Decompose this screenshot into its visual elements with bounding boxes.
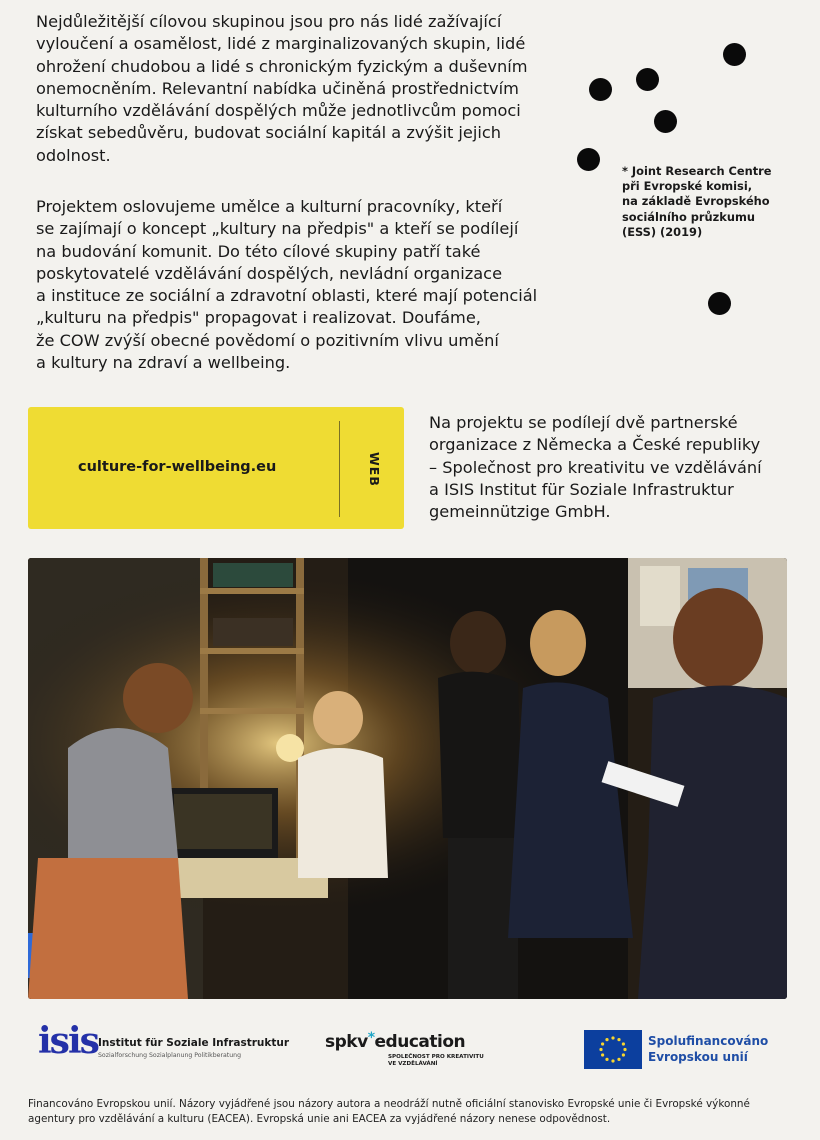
- decorative-dot: [636, 68, 659, 91]
- spkv-education-logo: [325, 1030, 505, 1074]
- eu-stars-icon: [584, 1030, 642, 1069]
- footnote-source: * Joint Research Centre při Evropské komisi, na základě Evropského sociálního průzkumu (ESS) (2019): [622, 164, 772, 239]
- isis-logo: [38, 1020, 290, 1072]
- decorative-dot: [577, 148, 600, 171]
- intro-paragraph-artists: Projektem oslovujeme umělce a kulturní pracovníky, kteří se zajímají o koncept „kultury na předpis" a kteří se podílejí na budování komunit. Do této cílové skupiny patří také poskytovatelé vzdělávání dospělých, nevládní organizace a instituce ze sociální a zdravotní oblasti, které mají potenciál „kulturu na předpis" propagovat i realizovat. Doufáme, že COW zvýší obecné povědomí o pozitivním vlivu umění a kultury na zdraví a wellbeing.: [36, 197, 538, 373]
- eu-cofunded-logo: [584, 1030, 784, 1070]
- workshop-photo: [28, 558, 787, 999]
- web-link-box[interactable]: [28, 407, 404, 529]
- intro-paragraph-target-groups: Nejdůležitější cílovou skupinou jsou pro nás lidé zažívající vyloučení a osamělost, lidé z marginalizovaných skupin, lidé ohrožení chudobou a lidé s chronickým fyzickým a duševním onemocněním. Relevantní nabídka učiněná prostřednictvím kulturního vzdělávání dospělých může jednotlivcům pomoci získat sebedůvěru, budovat sociální kapitál a zvýšit jejich odolnost.: [36, 12, 528, 165]
- spkv-name-a: spkv: [325, 1032, 368, 1052]
- isis-name: Institut für Soziale Infrastruktur: [98, 1037, 290, 1049]
- isis-mark: isis: [38, 1020, 98, 1062]
- eu-flag-icon: [584, 1030, 642, 1069]
- isis-subtitle: Sozialforschung Sozialplanung Politikberatung: [98, 1052, 242, 1059]
- decorative-dot: [708, 292, 731, 315]
- workshop-photo-illustration: [28, 558, 787, 999]
- eu-cofunded-text: Spolufinancováno Evropskou unií: [648, 1034, 769, 1064]
- web-label: WEB: [367, 451, 382, 487]
- spkv-wordmark: [325, 1030, 505, 1052]
- web-divider: [339, 421, 340, 517]
- web-url-link[interactable]: culture-for-wellbeing.eu: [78, 459, 277, 475]
- decorative-dot: [654, 110, 677, 133]
- decorative-dot: [723, 43, 746, 66]
- spkv-name-b: education: [374, 1032, 466, 1052]
- funding-disclaimer: Financováno Evropskou unií. Názory vyjádřené jsou názory autora a neodráží nutně oficiální stanovisko Evropské unie či Evropské výkonné agentury pro vzdělávání a kulturu (EACEA). Evropská unie ani EACEA za vyjádřené názory nenese odpovědnost.: [28, 1098, 750, 1125]
- partners-paragraph: Na projektu se podílejí dvě partnerské organizace z Německa a České republiky – Společnost pro kreativitu ve vzdělávání a ISIS Institut für Soziale Infrastruktur gemeinnützige GmbH.: [429, 413, 762, 522]
- decorative-dot: [589, 78, 612, 101]
- spkv-star: *: [367, 1030, 375, 1046]
- spkv-subtitle: SPOLEČNOST PRO KREATIVITU VE VZDĚLÁVÁNÍ: [388, 1054, 484, 1067]
